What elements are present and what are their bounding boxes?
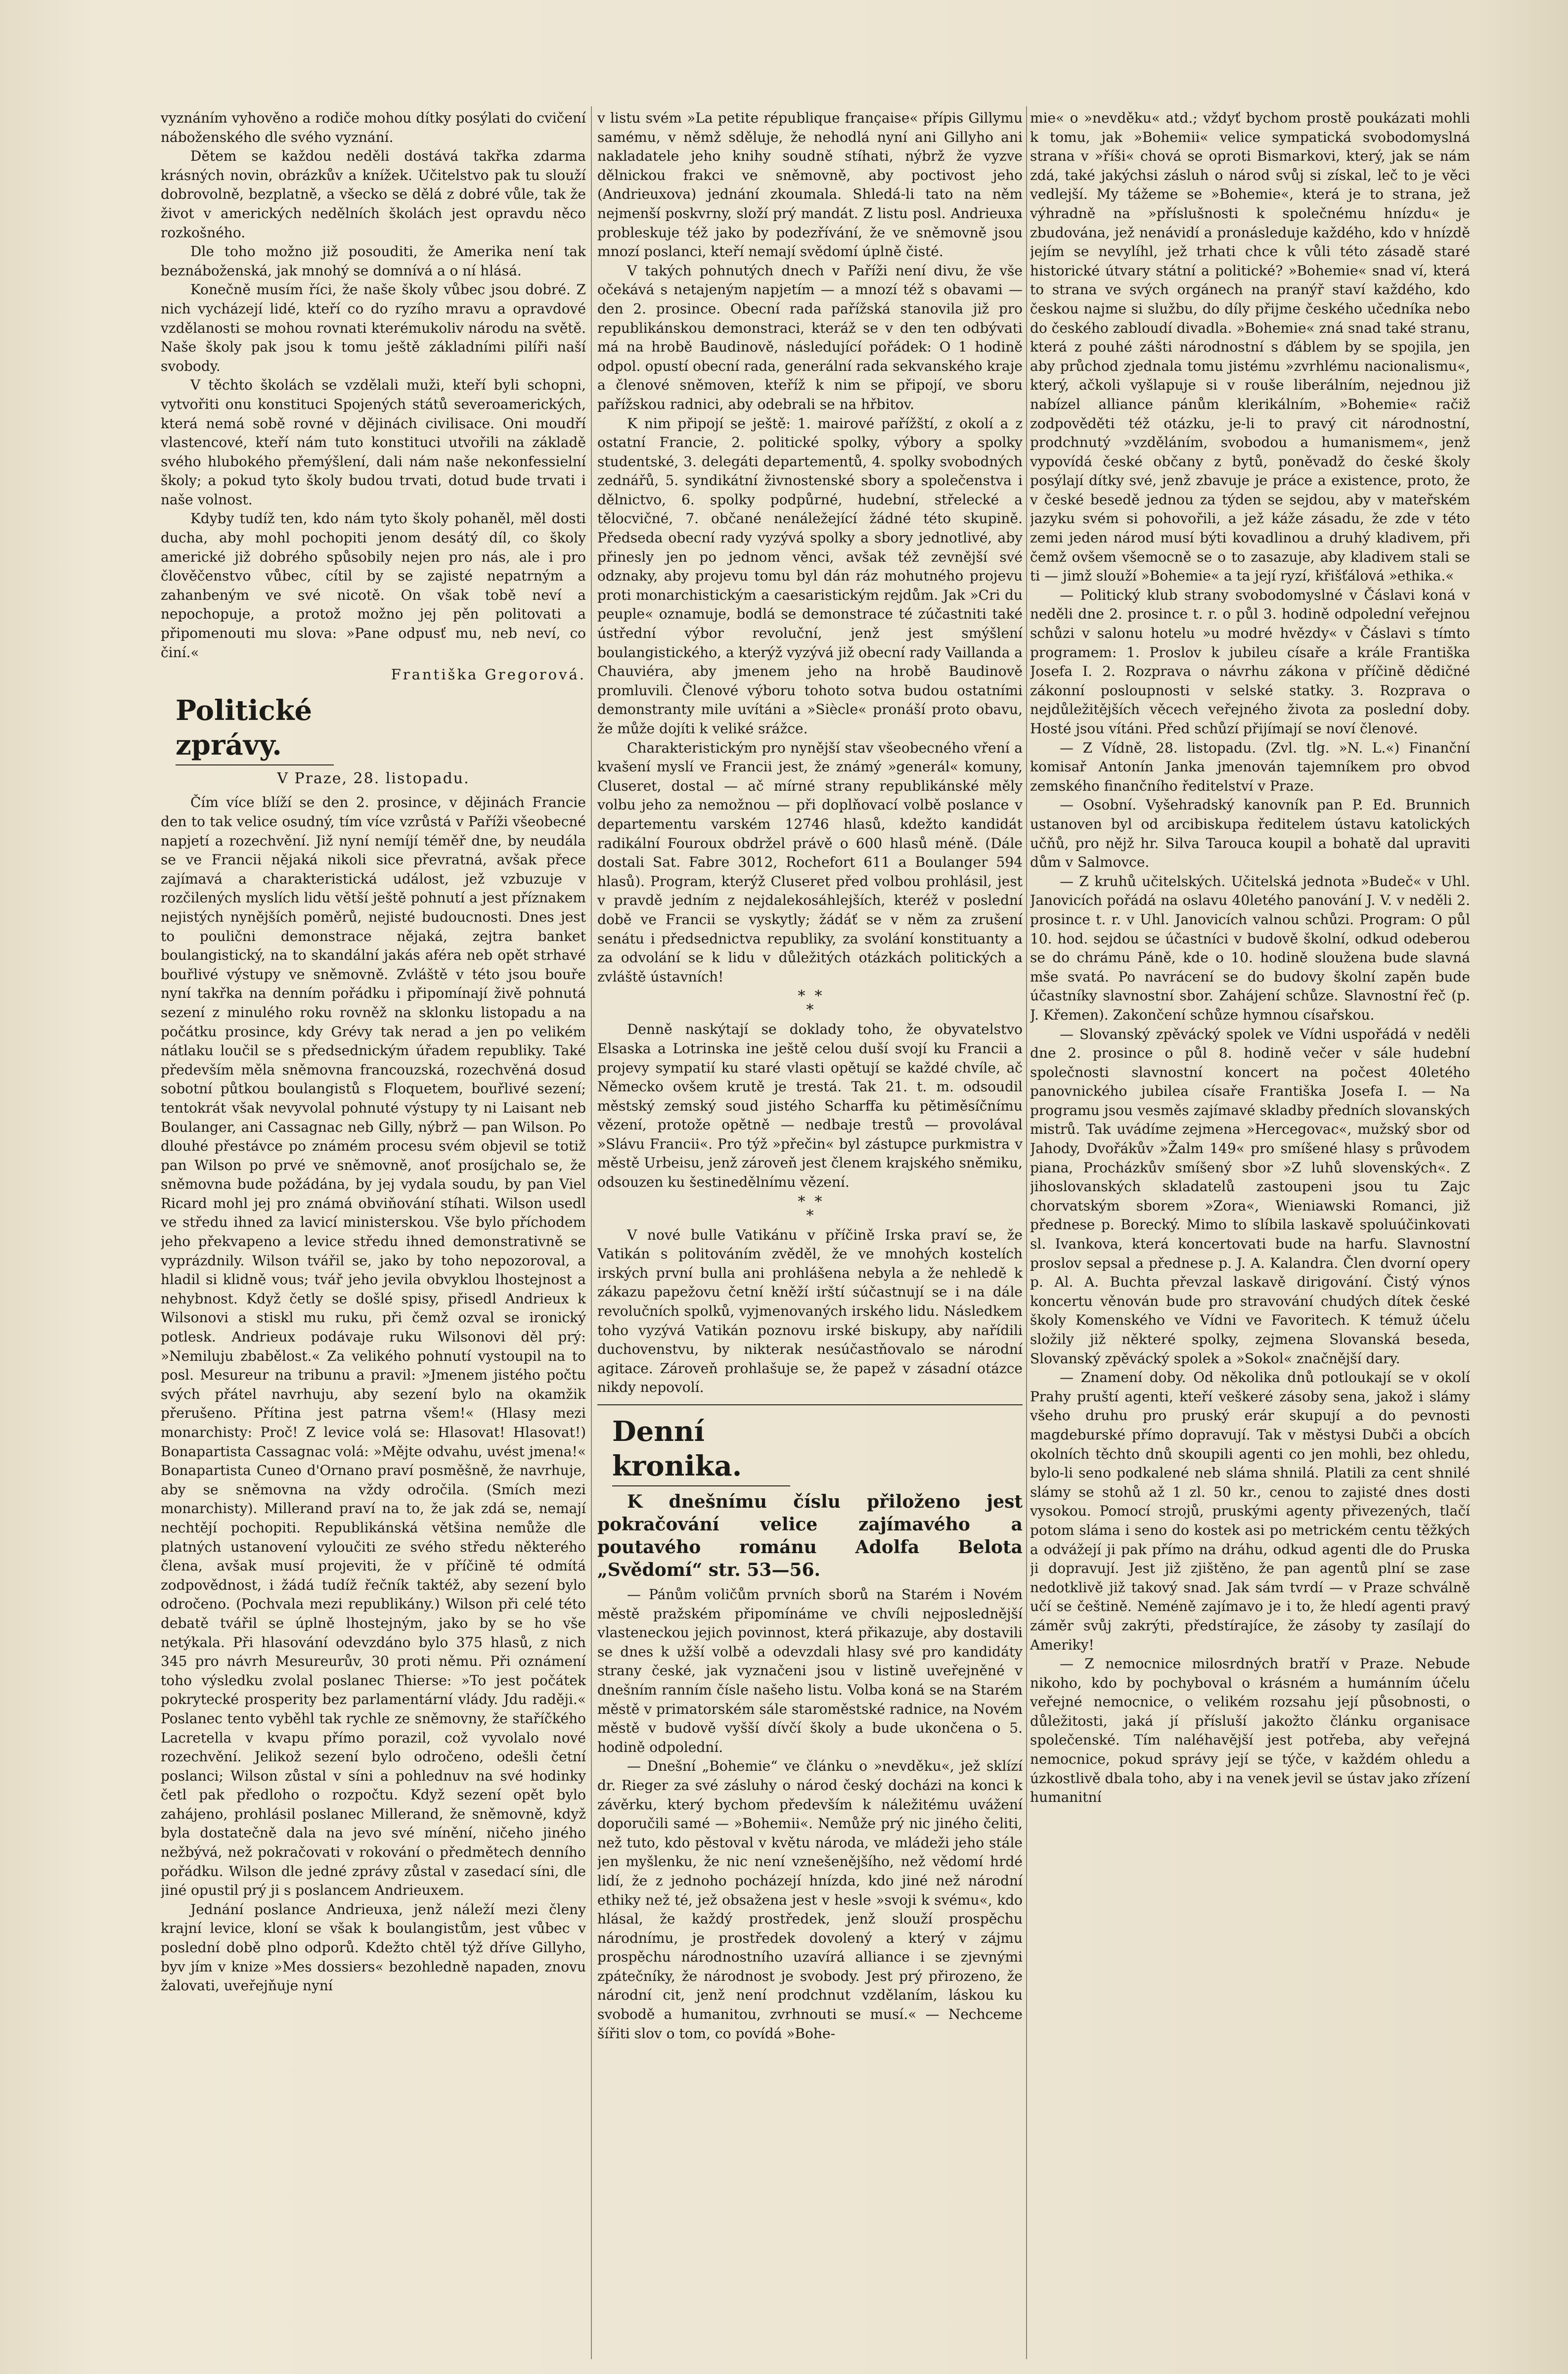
paragraph: Konečně musím říci, že naše školy vůbec jsou dobré. Z nich vycházejí lidé, kteří co do ryzího mravu a opravdové vzdělanosti se mohou rovnati kterémukoliv národu na světě. Naše školy pak jsou k tomu ještě základními pilíři naší svobody. bbox=[161, 281, 586, 374]
paragraph: Kdyby tudíž ten, kdo nám tyto školy pohaněl, měl dosti ducha, aby mohl pochopiti jenom desátý díl, co školy americké již dobrého spůsobily nejen pro nás, ale i pro člověčenstvo vůbec, cítil by se zajisté nepatrným a zahanbeným ve své nicotě. On však tobě neví a nepochopuje, a protož možno jej pěn politovati a připomenouti mu slova: »Pane odpusť mu, neb neví, co činí.« bbox=[161, 510, 586, 661]
paragraph: — Slovanský zpěvácký spolek ve Vídni uspořádá v neděli dne 2. prosince o půl 8. hodině večer v sále hudební společnosti slavnostní koncert na počest 40letého panovnického jubilea císaře Františka Josefa I. — Na programu jsou vesměs zajímavé skladby předních slovanských mistrů. Tak uvádíme zejmena »Hercegovac«, mužský sbor od Jahody, Dvořákův »Žalm 149« pro smíšené hlasy s průvodem piana, Procházkův smíšený sbor »Z luhů slovenských«. Z jihoslovanských skladatelů zastoupeni jsou tu Zajc chorvatským sborem »Zora«, Wieniawski Romanci, již přednese p. Borecký. Mimo to slíbila laskavě spoluúčinkovati sl. Ivankova, která koncertovati bude na harfu. Slavnostní proslov sepsal a přednese p. J. A. Kalandra. Člen dvorní opery p. Al. A. Buchta převzal laskavě dirigování. Čistý výnos koncertu věnován bude pro stravování chudých dítek české školy Komenského ve Vídni ve Favoritech. K témuž účelu složily již některé spolky, zejmena Slovanská beseda, Slovanský zpěvácký spolek a »Sokol« značnější dary. bbox=[1030, 1026, 1470, 1367]
column-rule bbox=[1026, 106, 1027, 2359]
paragraph: — Z kruhů učitelských. Učitelská jednota »Budeč« v Uhl. Janovicích pořádá na oslavu 40letého panování J. V. v neděli 2. prosince t. r. v Uhl. Janovicích valnou schůzi. Program: O půl 10. hod. sejdou se účastníci v budově školní, odkud odeberou se do chrámu Páně, kde o 10. hodině sloužena bude slavná mše svatá. Po navrácení se do budovy školní zapěn bude účastníky slavnostní sbor. Zahájení schůze. Slavnostní řeč (p. J. Křemen). Zakončení schůze hymnou císařskou. bbox=[1030, 873, 1470, 1023]
paragraph: Dle toho možno již posouditi, že Amerika není tak beznáboženská, jak mnohý se domnívá a o ní hlásá. bbox=[161, 243, 586, 279]
paragraph: Charakteristickým pro nynější stav všeobecného vření a kvašení myslí ve Francii jest, že známý »generál« komuny, Cluseret, dostal — ač mírné strany republikánské měly volbu jeho za nemožnou — při doplňovací volbě poslance v departementu varském 12746 hlasů, kdežto kandidát radikální Fouroux obdržel právě o 600 hlasů méně. (Dále dostali Sat. Fabre 3012, Rochefort 611 a Boulanger 594 hlasů). Program, kterýž Cluseret před volbou prohlásil, jest v pravdě jedním z nejdalekosáhlejších, kteréž v poslední době ve Francii se vyskytly; žádáť se v něm za zrušení senátu i předsednictva republiky, za svolání konstituanty a za odvolání se k lidu v důležitých otázkách politických a zvláště ústavních! bbox=[597, 739, 1023, 985]
column-1 bbox=[161, 109, 586, 2354]
paragraph: — Politický klub strany svobodomyslné v Čáslavi koná v neděli dne 2. prosince t. r. o půl 3. hodině odpolední veřejnou schůzi v salonu hotelu »u modré hvězdy« v Čáslavi s tímto programem: 1. Proslov k jubileu císaře a krále Františka Josefa I. 2. Rozprava o návrhu zákona v příčině dědičné zákonní posloupnosti v selské statky. 3. Rozprava o nejdůležitějších věcech veřejného života za poslední doby. Hosté jsou vítáni. Před schůzí přijímají se noví členové. bbox=[1030, 586, 1470, 737]
paragraph: Dětem se každou neděli dostává takřka zdarma krásných novin, obrázkův a knížek. Učitelstvo pak tu slouží dobrovolně, bezplatně, a všecko se dělá z dobré vůle, tak že život v amerických nedělních školách jest opravdu něco rozkošného. bbox=[161, 148, 586, 241]
paragraph: vyznáním vyhověno a rodiče mohou dítky posýlati do cvičení náboženského dle svého vyznání. bbox=[161, 110, 586, 145]
section-separator-asterisks: * * * bbox=[798, 987, 822, 1019]
paragraph: — Znamení doby. Od několika dnů potloukají se v okolí Prahy pruští agenti, kteří veškeré zásoby sena, jakož i slámy všeho druhu pro pruský erár skupují a do pevnosti magdeburské přímo dopravují. Tak v městysi Dubči a obcích okolních těchto dnů skoupili agenti co jen mohli, bez ohledu, bylo-li seno podkalené neb sláma shnilá. Platili za cent shnilé slámy se stohů až 1 zl. 50 kr., cenou to zajisté dnes dosti vysokou. Pomocí strojů, pruskými agenty přivezených, tlačí potom sláma i seno do kostek asi po metrickém centu těžkých a odvážejí ji pak přímo na dráhu, odkud agenti dle do Pruska ji dopravují. Jest již zjištěno, že pan agentů plní se zase nedotklivě již takový snad. Jak sám tvrdí — v Praze schválně učí se češtině. Neméně zajímavo je i to, že hledí agenti pravý záměr svůj zakrýti, předstírajíce, že zásoby ty zasílají do Ameriky! bbox=[1030, 1369, 1470, 1653]
section-separator-asterisks: * * * bbox=[798, 1193, 822, 1224]
article-signature: Františka Gregorová. bbox=[391, 666, 586, 683]
paragraph: K nim připojí se ještě: 1. mairové pařížští, z okolí a z ostatní Francie, 2. politické spolky, výbory a spolky studentské, 3. delegáti departementů, 4. spolky svobodných zednářů, 5. syndikátní živnostenské sbory a společenstva i dělnictvo, 6. spolky podpůrné, hudební, střelecké a tělocvičné, 7. občané nenáležející žádné této skupině. Předseda obecní rady vyzývá spolky a sbory jednotlivé, aby přinesly jen po jednom věnci, avšak též zevnější své odznaky, aby projevu tomu byl dán ráz mohutného projevu proti monarchistickým a caesaristickým rejdům. Jak »Cri du peuple« oznamuje, bodlá se demonstrace té zúčastniti také ústřední výbor revoluční, jenž jest smýšlení boulangistického, a kterýž vyzývá již obecní rady Vaillanda a Chauviéra, aby jmenem jeho na hrobě Baudinově promluvili. Členové výboru tohoto sotva budou ostatními demonstranty mile uvítáni a »Siècle« pronáší proto obavu, že může dojíti k veliké srážce. bbox=[597, 415, 1023, 737]
paragraph: Jednání poslance Andrieuxa, jenž náleží mezi členy krajní levice, kloní se však k boulangistům, jest vůbec v poslední době plno odporů. Kdežto chtěl týž dříve Gillyho, byv jím v knize »Mes dossiers« bezohledně napaden, znovu žalovati, uveřejňuje nyní bbox=[161, 1901, 586, 1994]
paragraph: V těchto školách se vzdělali muži, kteří byli schopni, vytvořiti onu konstituci Spojených států severoamerických, která nemá sobě rovné v dějinách civilisace. Oni moudří vlastencové, kteří nám tuto konstituci utvořili na základě svého hlubokého přemýšlení, dali nám naše nekonfessielní školy; a pokud tyto školy budou trvati, dotud bude trvati i naše volnost. bbox=[161, 377, 586, 508]
column-2 bbox=[597, 109, 1023, 2354]
paragraph: mie« o »nevděku« atd.; vždyť bychom prostě poukázati mohli k tomu, jak »Bohemii« velice sympatická svobodomyslná strana v »říši« chová se oproti Bismarkovi, který, jak se nám zdá, také jakýchsi zásluh o národ svůj si získal, leč to je věci vedlejší. My tážeme se »Bohemie«, která je to strana, jež výhradně na »příslušnosti k společnému hnízdu« je zbudována, jež nenávidí a pronásleduje každého, kdo v hnízdě jejím se nevylíhl, jež trhati chce k vůli této zásadě staré historické útvary státní a politické? »Bohemie« snad ví, která to strana ve svých orgánech na pranýř staví každého, kdo českou najme si službu, do díly přijme českého učedníka nebo do českého zabloudí divadla. »Bohemie« zná snad také stranu, která z pouhé zášti národnostní s ďáblem by se spojila, jen aby průchod zjednala tomu jistému »zvrhlému nacionalismu«, který, ačkoli vyšlapuje si v rouše liberálním, nejednou již nabízel alliance pánům klerikálním, »Bohemie« račiž zodpověděti též otázku, je-li to pravý cit národnostní, prodchnutý »vzděláním, svobodou a humanismem«, jenž vypovídá české občany z bytů, poněvadž do české školy posýlají dítky své, jenž zbavuje je práce a existence, proto, že v české besedě jednou za týden se sejdou, aby v mateřském jazyku svém si pohovořili, a jež káže zásadu, že zde v této zemi jeden národ musí býti kovadlinou a druhý kladivem, při čemž ovšem všemocně se o to zasazuje, aby kladivem stali se ti — jimž slouží »Bohemie« a ta její ryzí, křišťálová »ethika.« bbox=[1030, 110, 1470, 584]
paragraph: — Osobní. Vyšehradský kanovník pan P. Ed. Brunnich ustanoven byl od arcibiskupa ředitelem ústavu katolických učňů, pro nějž hr. Silva Tarouca koupil a bohatě dal upraviti dům v Salmovce. bbox=[1030, 797, 1470, 871]
paragraph: v listu svém »La petite république française« přípis Gillymu samému, v němž sděluje, že nehodlá nyní ani Gillyho ani nakladatele jeho knihy soudně stíhati, nýbrž že vyzve dělnickou frakci ve sněmovně, aby poctivost jeho (Andrieuxova) jednání zkoumala. Shledá-li tato na něm nejmenší poskvrny, složí prý mandát. Z listu posl. Andrieuxa probleskuje též jako by podezřívání, že ve sněmovně jsou mnozí poslanci, kteří nemají svědomí úplně čisté. bbox=[597, 110, 1023, 260]
paragraph: — Pánům voličům prvních sborů na Starém i Novém městě pražském připomínáme ve chvíli nejposlednější vlasteneckou jejich povinnost, která přikazuje, aby dostavili se dnes k užší volbě a odevzdali hlasy své pro kandidáty strany české, jak vyznačeni jsou v listině uveřejněné v dnešním ranním čísle našeho listu. Volba koná se na Starém městě v primatorském sále staroměstské radnice, na Novém městě v budově vyšší dívčí školy a bude ukončena o 5. hodině odpolední. bbox=[597, 1586, 1023, 1755]
paragraph: — Z Vídně, 28. listopadu. (Zvl. tlg. »N. L.«) Finanční komisař Antonín Janka jmenován tajemníkem pro obvod zemského finančního ředitelství v Praze. bbox=[1030, 739, 1470, 794]
paragraph: — Z nemocnice milosrdných bratří v Praze. Nebude nikoho, kdo by pochyboval o krásném a humánním účelu veřejné nemocnice, o velikém rozsahu její působnosti, o důležitosti, jaká jí přísluší jakožto článku organisace společenské. Tím naléhavější jest potřeba, aby veřejná nemocnice, pokud správy její se týče, v každém ohledu a úzkostlivě dbala toho, aby i na venek jevil se ústav jako zřízení humanitní bbox=[1030, 1656, 1470, 1806]
column-3 bbox=[1030, 109, 1470, 2354]
section-heading-daily-chronicle: Denní kronika. bbox=[612, 1414, 790, 1486]
paragraph: V nové bulle Vatikánu v příčině Irska praví se, že Vatikán s politováním zvěděl, že ve mnohých kostelích irských první bulla ani prohlášena nebyla a že nehledě k zákazu papežovu četní kněží irští súčastnují se i na dále revolučních spolků, vyjmenovaných irského lidu. Následkem toho vyzývá Vatikán poznovu irské biskupy, aby nařídili duchovenstvu, by nikterak nesúčastňovalo se národní agitace. Zároveň prohlašuje se, že papež v zásadní otázce nikdy nepovolí. bbox=[597, 1226, 1023, 1396]
dateline: V Praze, 28. listopadu. bbox=[277, 769, 470, 787]
column-rule bbox=[591, 106, 592, 2359]
divider bbox=[597, 1404, 1023, 1405]
paragraph: Čím více blíží se den 2. prosince, v dějinách Francie den to tak velice osudný, tím více vzrůstá v Paříži všeobecné napjetí a rozechvění. Již nyní nemíjí téměř dne, by neudála se ve Francii nějaká nikoli sice převratná, avšak přece zajímavá a charakteristická událost, jež vzbuzuje v rozčilených myslích lidu větší ještě pohnutí a jest příznakem nejistých nynějších poměrů, nejisté budoucnosti. Dnes jest to poulični demonstrace nějaká, zejtra banket boulangistický, na to skandální jakás aféra neb opět strhavé bouřlivé výstupy ve sněmovně. Zvláště v této jsou bouře nyní takřka na denním pořádku i připomínají živě pohnutá sezení z minulého roku rovněž na sklonku listopadu a na počátku prosince, kdy Grévy tak nerad a jen po velikém nátlaku loučil se s předsednickým úřadem republiky. Také především měla sněmovna francouzská, rozechvěná dosud sobotní půtkou boulangistů s Floquetem, bouřlivé sezení; tentokrát však nevyvolal pohnuté výstupy ty ni Laisant neb Boulanger, ani Cassagnac neb Gilly, nýbrž — pan Wilson. Po dlouhé přestávce po známém procesu svém objevil se totiž pan Wilson po prvé ve sněmovně, anoť prosíjchalo se, že sněmovna bude požádána, by jej vydala soudu, by pan Viel Ricard mohl jej pro známá obviňování stíhati. Wilson usedl ve středu ihned za lavicí ministerskou. Vše bylo příchodem jeho překvapeno a levice středu ihned demonstrativně se vyprázdnily. Wilson tvářil se, jako by toho nepozoroval, a hladil si klidně vous; tvář jeho jevila obvyklou lhostejnost a nehybnost. Když četly se došlé spisy, přisedl Andrieux k Wilsonovi a stiskl mu ruku, při čemž ozval se ironický potlesk. Andrieux podávaje ruku Wilsonovi děl prý: »Nemiluju zbabělost.« Za velikého pohnutí vystoupil na to posl. Mesureur na tribunu a pravil: »Jmenem jistého počtu svých přátel navrhuju, aby sezení bylo na okamžik přerušeno. Přítina jest patrna všem!« (Hlasy mezi monarchisty: Proč! Z levice volá se: Hlasovat! Hlasovat!) Bonapartista Cassagnac volá: »Mějte odvahu, uvést jmena!« Bonapartista Cuneo d'Ornano praví posměšně, že navrhuje, aby se sněmovna na vždy odročila. (Smích mezi monarchisty). Millerand praví na to, že jak zdá se, nemají nechtějí pochopiti. Republikánská většina nemůže dle platných ustanovení vyloučiti ze svého středu některého člena, avšak musí projeviti, že v příčině té odmítá zodpovědnost, i žádá tudíž řečník taktéž, aby sezení bylo odročeno. (Pochvala mezi republikány.) Wilson při celé této debatě tvářil se úplně lhostejným, jako by se ho vše netýkala. Při hlasování odevzdáno bylo 375 hlasů, z nich 345 pro návrh Mesureurův, 30 proti němu. Při oznámení toho výsledku zvolal poslanec Thierse: »To jest počátek pokrytecké prosperity bez parlamentární vlády. Jdu raději.« Poslanec tento vyběhl tak rychle ze sněmovny, že staříčkého Lacretella v kvapu přímo porazil, což vyvolalo nové rozechvění. Jelikož sezení bylo odročeno, odešli četní poslanci; Wilson zůstal v síni a pohlednuv na své hodinky četl pak předloho o rozpočtu. Když sezení opět bylo zahájeno, prohlásil poslanec Millerand, že sněmovně, když byla dostatečně dala na jevo své mínění, ničeho jiného nežbývá, než pokračovati v rokování o předmětech denního pořádku. Wilson dle jedné zprávy zůstal v zasedací síni, dle jiné opustil prý ji s poslancem Andrieuxem. bbox=[161, 794, 586, 1899]
paragraph: V takých pohnutých dnech v Paříži není divu, že vše očekává s netajeným napjetím — a mnozí též s obavami — den 2. prosince. Obecní rada pařížská stanovila již pro republikánskou demonstraci, kteráž se v den ten odbývati má na hrobě Baudinově, následující pořádek: O 1 hodině odpol. opustí obecní rada, generální rada sekvanského kraje a členové sněmoven, kteříž k nim se připojí, ve sboru pařížskou radnici, aby odebrali se na hřbitov. bbox=[597, 262, 1023, 412]
paragraph: Denně naskýtají se doklady toho, že obyvatelstvo Elsaska a Lotrinska ine ještě celou duší svojí ku Francii a projevy sympatií ku staré vlasti opětují se každé chvíle, ač Německo ovšem krutě je trestá. Tak 21. t. m. odsoudil městský zemský soud jistého Scharffa ku pětiměsíčnímu vězení, protože opětně — nedbaje trestů — provolával »Slávu Francii«. Pro týž »přečin« byl zástupce purkmistra v městě Urbeisu, jenž zároveň jest členem krajského sněmiku, odsouzen ku šestinedělnímu vězení. bbox=[597, 1021, 1023, 1191]
section-heading-political-news: Politické zprávy. bbox=[176, 693, 334, 765]
paragraph: — Dnešní „Bohemie“ ve článku o »nevděku«, jež sklízí dr. Rieger za své zásluhy o národ český docházi na konci k závěrku, který bychom především k náležitému uvážení doporučili samé — »Bohemii«. Nemůže prý nic jiného čeliti, než tuto, kdo pěstoval v květu národa, ve mládeži jeho stále jen myšlenku, že nic není vznešenějšího, než vědomí hrdé lidí, že z jednoho pocházejí hnízda, kdo jiné než národní ethiky než té, jež obsažena jest v hesle »svoji k svému«, kdo hlásal, že každý prostředek, jenž slouží prospěchu národnímu, je prostředek dovolený a který v zájmu prospěchu národnostního uzavírá alliance i se zjevnými zpátečníky, že národnost je svobody. Jest prý přirozeno, že národní cit, jenž není prodchnut vzdělaním, láskou ku svobodě a humanitou, zvrhnouti se musí.« — Nechceme šířiti slov o tom, co povídá »Bohe- bbox=[597, 1758, 1023, 2042]
supplement-notice: K dnešnímu číslu přiloženo jest pokračování velice zajímavého a poutavého románu Adolfa Belota „Svědomí“ str. 53—56. bbox=[597, 1491, 1023, 1580]
